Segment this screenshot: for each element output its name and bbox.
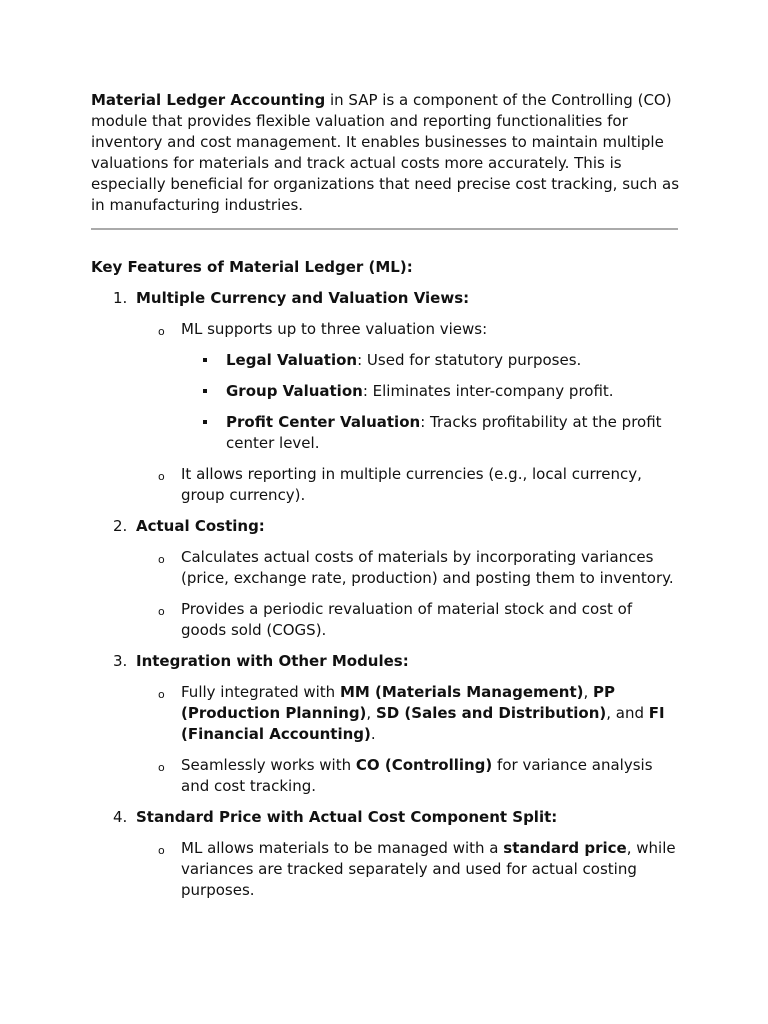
sub-item — [136, 464, 681, 506]
valuation-view-desc: : Eliminates inter-company profit. — [362, 382, 614, 400]
section-heading: Key Features of Material Ledger (ML): — [91, 258, 413, 276]
feature-title: Actual Costing: — [136, 517, 265, 535]
feature-item — [91, 516, 681, 641]
valuation-view-desc: : Used for statutory purposes. — [357, 351, 582, 369]
sub-item — [136, 547, 681, 589]
sub-item-text: It allows reporting in multiple currencies (e.g., local currency, group currency). — [181, 465, 642, 504]
sub-item-text: Fully integrated with — [181, 683, 340, 701]
sub-item — [136, 319, 681, 454]
feature-number: 1. — [113, 289, 128, 307]
circle-bullet: o — [158, 761, 165, 774]
feature-item — [91, 651, 681, 797]
sub-item-text: , and — [606, 704, 649, 722]
circle-bullet: o — [158, 553, 165, 566]
sub-item-text: , — [583, 683, 594, 701]
sub-item-text: Seamlessly works with — [181, 756, 356, 774]
feature-item — [91, 288, 681, 506]
valuation-view-item — [181, 412, 681, 454]
feature-sublist — [136, 838, 681, 901]
sub-item-text: Calculates actual costs of materials by incorporating variances (price, exchange rate, production) and posting them to inventory. — [181, 548, 674, 587]
sub-item-text: Provides a periodic revaluation of material stock and cost of goods sold (COGS). — [181, 600, 633, 639]
document-page — [91, 90, 681, 911]
feature-title: Multiple Currency and Valuation Views: — [136, 289, 470, 307]
feature-number: 2. — [113, 517, 128, 535]
feature-sublist — [136, 547, 681, 641]
circle-bullet: o — [158, 325, 165, 338]
features-list — [91, 288, 681, 901]
sub-item-text: , — [366, 704, 376, 722]
sub-item-text: , while variances are tracked separately and used for actual costing purposes. — [181, 839, 676, 899]
module-name: SD (Sales and Distribution) — [375, 704, 607, 722]
valuation-view-label: Profit Center Valuation — [226, 413, 421, 431]
valuation-views-list — [181, 350, 681, 454]
sub-item-text: ML supports up to three valuation views: — [181, 320, 488, 338]
square-bullet — [203, 358, 207, 362]
intro-bold-lead: Material Ledger Accounting — [91, 91, 326, 109]
valuation-view-label: Group Valuation — [226, 382, 363, 400]
sub-item — [136, 755, 681, 797]
horizontal-divider — [91, 228, 678, 230]
square-bullet — [203, 420, 207, 424]
feature-number: 3. — [113, 652, 128, 670]
feature-title: Standard Price with Actual Cost Component Split: — [136, 808, 558, 826]
sub-item — [136, 599, 681, 641]
sub-item-text: . — [370, 725, 376, 743]
circle-bullet: o — [158, 605, 165, 618]
circle-bullet: o — [158, 844, 165, 857]
circle-bullet: o — [158, 470, 165, 483]
valuation-view-desc: : Tracks profitability at the profit center level. — [226, 413, 662, 452]
feature-sublist — [136, 682, 681, 797]
square-bullet — [203, 389, 207, 393]
module-name: MM (Materials Management) — [339, 683, 584, 701]
module-name: FI (Financial Accounting) — [181, 704, 665, 743]
intro-text: in SAP is a component of the Controlling (CO) module that provides flexible valuation and reporting functionalities for inventory and cost management. It enables businesses to maintain multiple valuations for materials and track actual costs more accurately. This is especially beneficial for organizations that need precise cost tracking, such as in manufacturing industries. — [91, 91, 680, 214]
feature-sublist — [136, 319, 681, 506]
module-name: PP (Production Planning) — [181, 683, 616, 722]
intro-paragraph — [91, 90, 681, 216]
circle-bullet: o — [158, 688, 165, 701]
feature-item — [91, 807, 681, 901]
valuation-view-label: Legal Valuation — [226, 351, 358, 369]
valuation-view-item — [181, 350, 681, 371]
sub-item — [136, 838, 681, 901]
sub-item — [136, 682, 681, 745]
sub-item-text: ML allows materials to be managed with a — [181, 839, 504, 857]
sub-item-text: for variance analysis and cost tracking. — [181, 756, 653, 795]
valuation-view-item — [181, 381, 681, 402]
emphasis-text: standard price — [503, 839, 627, 857]
feature-title: Integration with Other Modules: — [136, 652, 409, 670]
module-name: CO (Controlling) — [355, 756, 493, 774]
feature-number: 4. — [113, 808, 128, 826]
